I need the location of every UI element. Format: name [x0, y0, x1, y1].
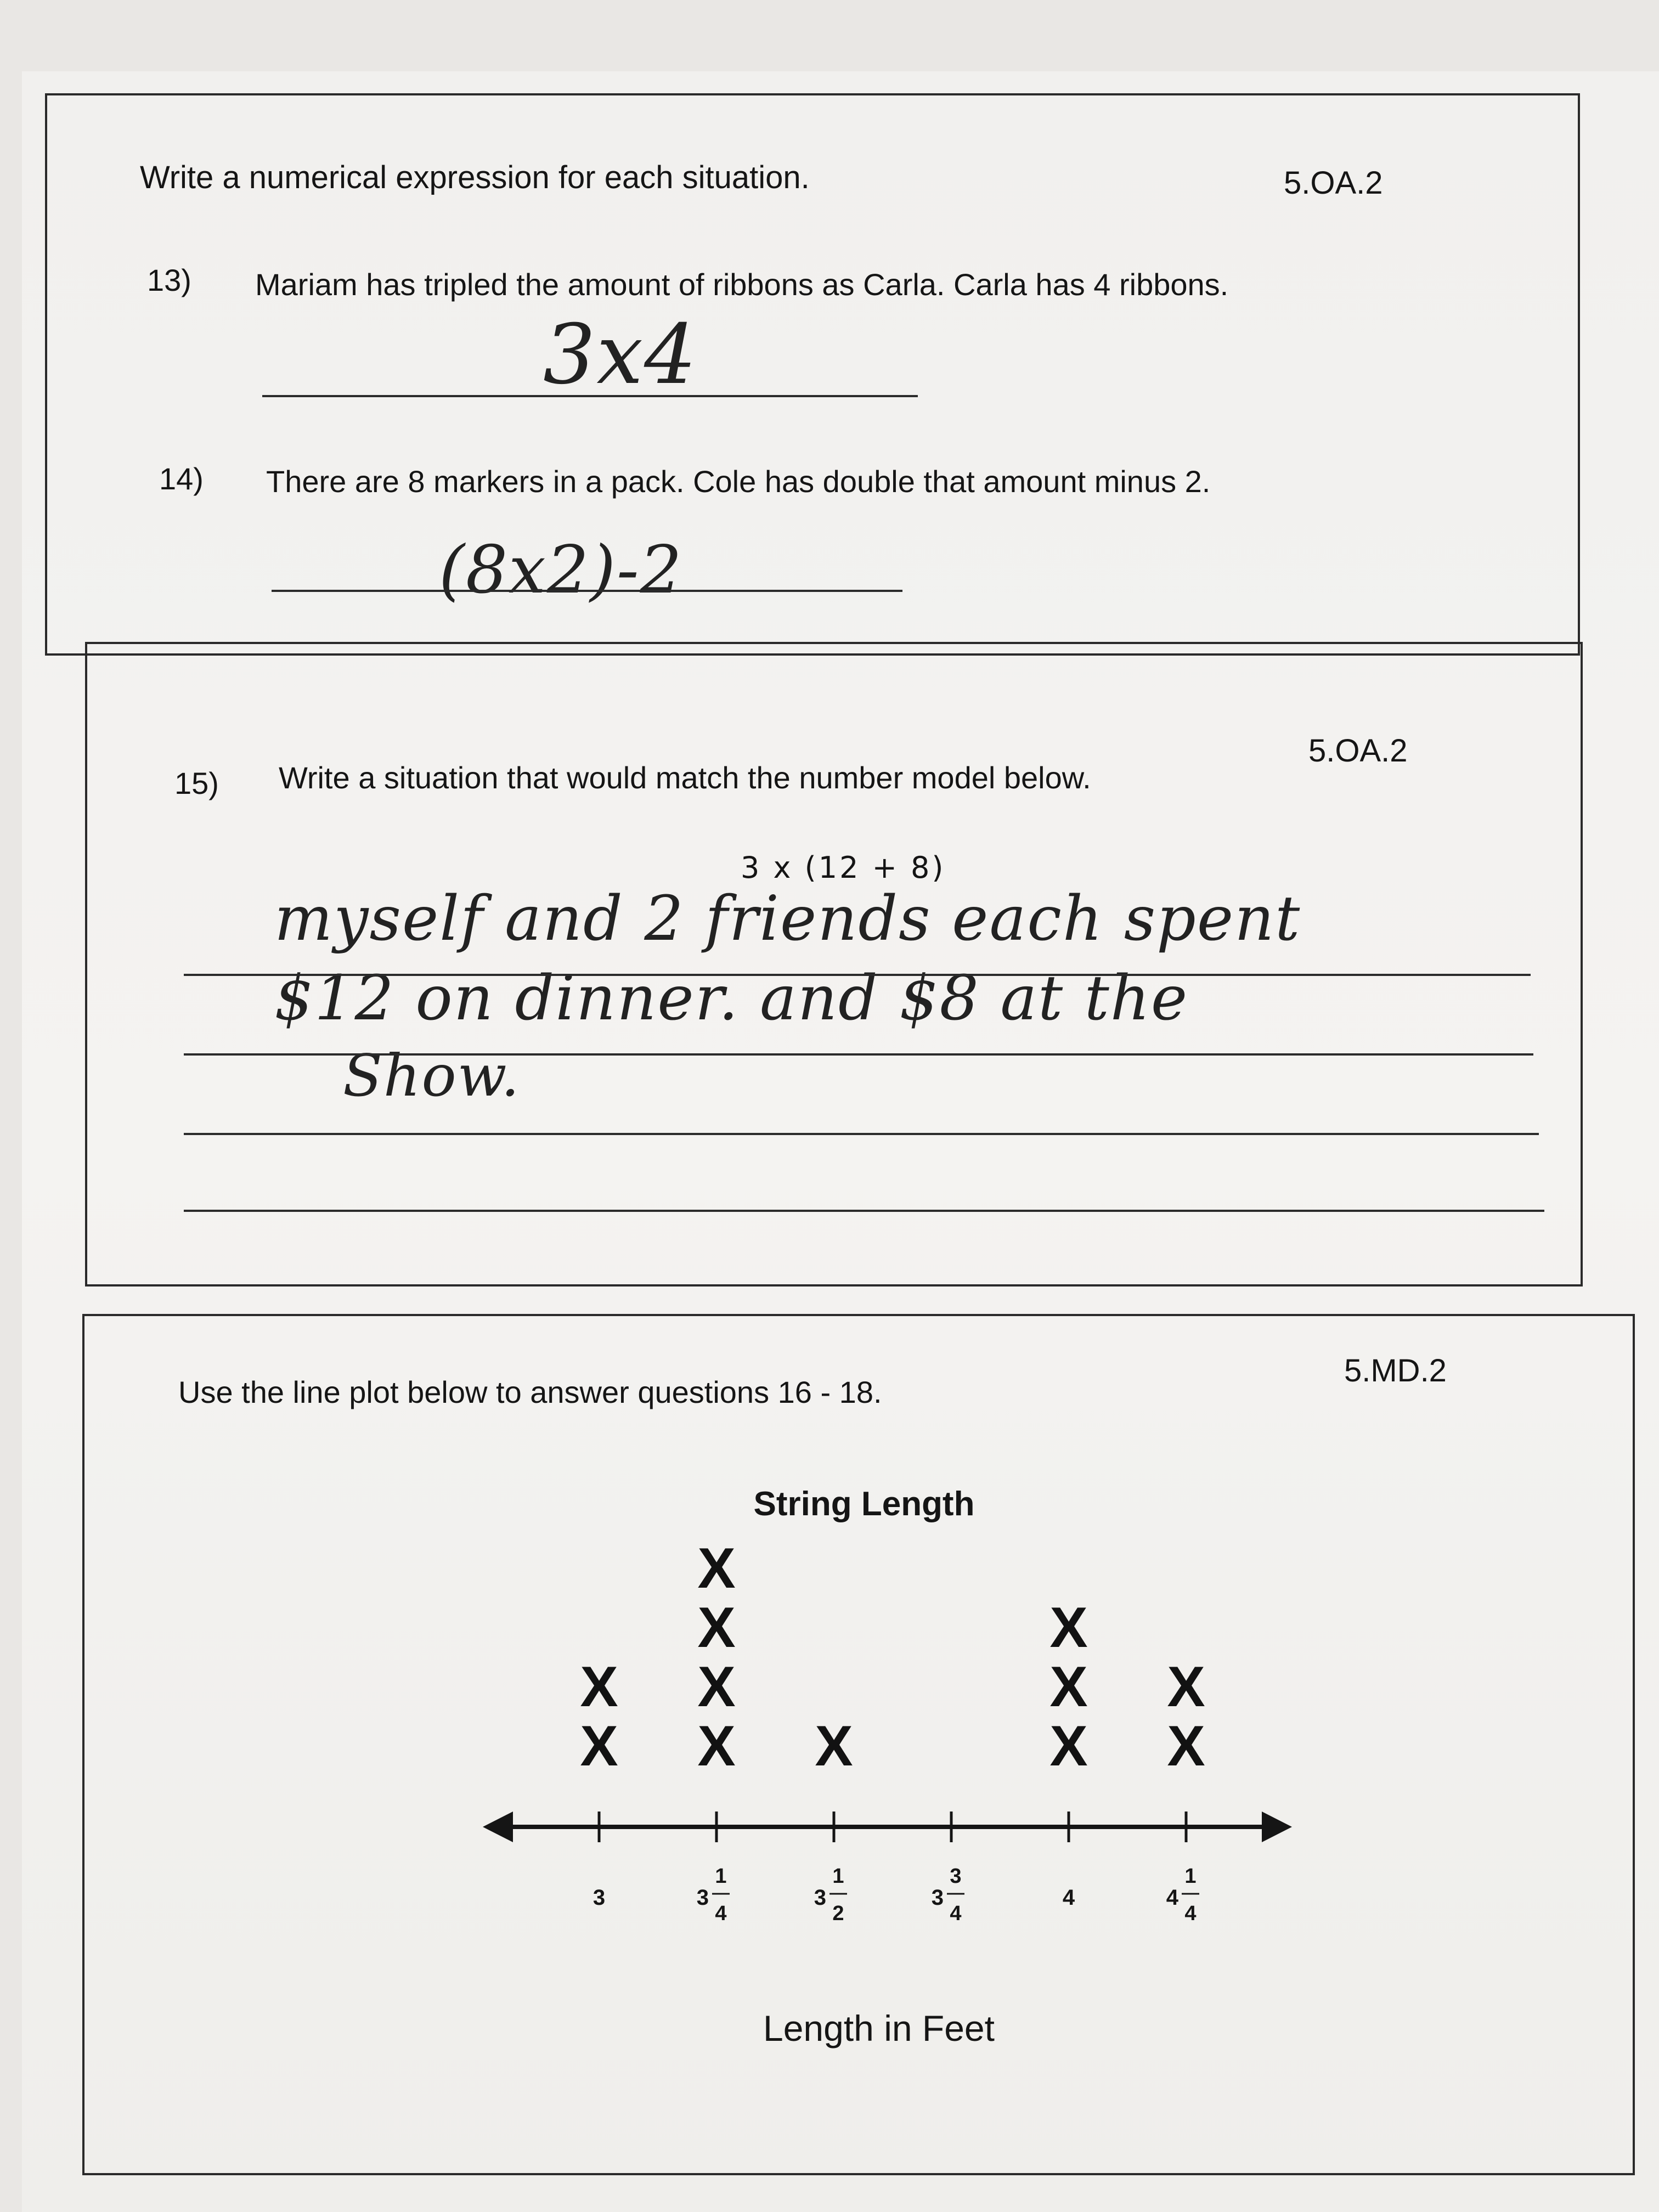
q13-number: 13) [147, 263, 191, 297]
section3-standard: 5.MD.2 [1344, 1353, 1447, 1389]
plot-x-mark: X [697, 1537, 736, 1600]
plot-x-mark: X [697, 1655, 736, 1719]
section3-instruction: Use the line plot below to answer questions 16 - 18. [178, 1375, 882, 1409]
tick-label-whole: 3 [814, 1886, 826, 1910]
tick-label-numerator: 3 [950, 1865, 962, 1888]
plot-x-mark: X [1049, 1596, 1088, 1660]
tick-label-numerator: 1 [1184, 1865, 1197, 1888]
tick-label-denominator: 4 [950, 1902, 962, 1925]
q14-number: 14) [159, 461, 204, 496]
axis-arrow-left [483, 1812, 513, 1842]
plot-x-mark: X [815, 1714, 853, 1778]
q14-answer-handwritten: (8x2)-2 [439, 532, 683, 608]
plot-x-mark: X [697, 1714, 736, 1778]
q15-number: 15) [174, 766, 219, 800]
plot-x-mark: X [580, 1655, 618, 1719]
q14-text: There are 8 markers in a pack. Cole has double that amount minus 2. [266, 464, 1211, 499]
plot-x-mark: X [1167, 1655, 1205, 1719]
tick-label-whole: 3 [931, 1886, 944, 1910]
number-model: 3 x (12 + 8) [741, 850, 946, 885]
q13-text: Mariam has tripled the amount of ribbons as Carla. Carla has 4 ribbons. [255, 267, 1229, 302]
q15-answer-line2: $12 on dinner. and $8 at the [274, 963, 1189, 1034]
section1-instruction: Write a numerical expression for each situation. [140, 160, 810, 195]
section1-standard: 5.OA.2 [1284, 165, 1383, 201]
q15-standard: 5.OA.2 [1308, 733, 1408, 769]
q15-text: Write a situation that would match the number model below. [279, 760, 1091, 795]
tick-label: 3 [592, 1886, 606, 1910]
q15-answer-line3: Show. [343, 1042, 521, 1109]
tick-label-numerator: 1 [715, 1865, 727, 1888]
chart-title: String Length [753, 1485, 975, 1523]
tick-label: 4 [1062, 1886, 1075, 1910]
q13-answer-handwritten: 3x4 [543, 307, 698, 403]
plot-x-mark: X [1049, 1714, 1088, 1778]
tick-label-whole: 3 [696, 1886, 709, 1910]
plot-x-mark: X [580, 1714, 618, 1778]
plot-x-mark: X [1167, 1714, 1205, 1778]
q15-answer-line1: myself and 2 friends each spent [274, 883, 1301, 955]
tick-label-numerator: 1 [832, 1865, 844, 1888]
axis-arrow-right [1262, 1812, 1292, 1842]
chart-xlabel: Length in Feet [763, 2008, 995, 2049]
tick-label-whole: 4 [1166, 1886, 1178, 1910]
tick-label-denominator: 4 [715, 1902, 727, 1925]
plot-x-mark: X [697, 1596, 736, 1660]
tick-label-denominator: 4 [1184, 1902, 1197, 1925]
plot-x-mark: X [1049, 1655, 1088, 1719]
tick-label-denominator: 2 [832, 1902, 844, 1925]
